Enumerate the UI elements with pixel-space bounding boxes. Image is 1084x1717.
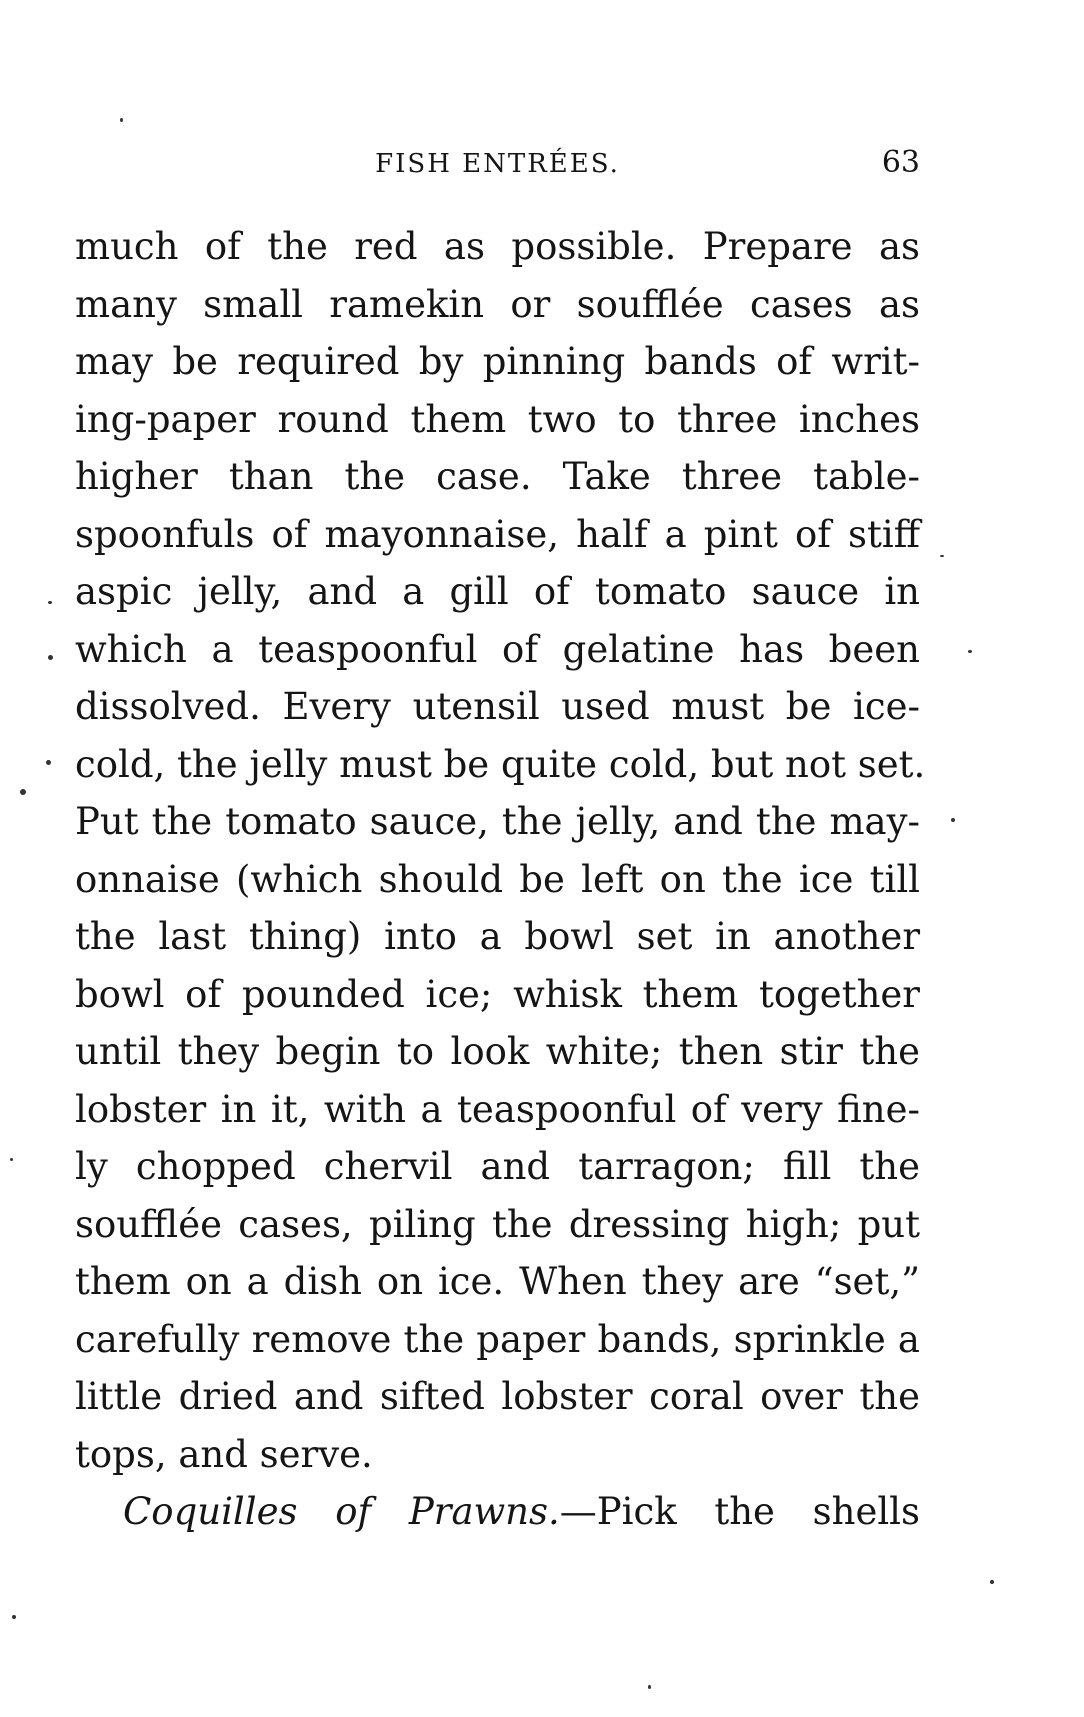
scan-speck	[48, 655, 53, 660]
text-line: ing-paper round them two to three inches	[75, 397, 920, 441]
running-head	[75, 145, 920, 185]
text-line: cold, the jelly must be quite cold, but not set.	[75, 742, 926, 786]
scan-speck	[48, 601, 52, 604]
scan-speck	[951, 818, 955, 822]
body-text	[75, 218, 926, 1541]
scan-speck	[46, 760, 51, 765]
text-line: carefully remove the paper bands, sprinkle a	[75, 1317, 920, 1361]
text-line: lobster in it, with a teaspoonful of very fine-	[75, 1087, 920, 1131]
text-line: tops, and serve.	[75, 1432, 373, 1476]
section-text: Pick the shells	[596, 1490, 921, 1533]
running-title: FISH ENTRÉES.	[375, 149, 620, 179]
text-line: aspic jelly, and a gill of tomato sauce in	[75, 570, 920, 613]
text-line: the last thing) into a bowl set in another	[75, 915, 920, 958]
scan-speck	[940, 555, 944, 557]
text-line: Put the tomato sauce, the jelly, and the may-	[75, 800, 920, 843]
text-line: them on a dish on ice. When they are “set,”	[75, 1260, 920, 1303]
text-line: onnaise (which should be left on the ice till	[75, 857, 920, 901]
text-line: higher than the case. Take three table-	[75, 455, 920, 498]
text-line: many small ramekin or soufflée cases as	[75, 282, 920, 326]
section-heading: Coquilles of Prawns.	[123, 1490, 560, 1533]
scan-speck	[968, 650, 972, 653]
text-line: dissolved. Every utensil used must be ice-	[75, 685, 920, 728]
text-line: spoonfuls of mayonnaise, half a pint of stiff	[75, 512, 920, 556]
text-line: ly chopped chervil and tarragon; fill the	[75, 1145, 920, 1188]
text-line: until they begin to look white; then stir the	[75, 1030, 920, 1073]
text-line: bowl of pounded ice; whisk them together	[75, 972, 920, 1016]
section-dash: —	[559, 1490, 597, 1533]
section-opening-line	[75, 1483, 920, 1541]
scan-speck	[990, 1580, 994, 1584]
text-line: which a teaspoonful of gelatine has been	[75, 627, 920, 671]
scan-speck	[10, 1158, 13, 1161]
scan-speck	[648, 1685, 651, 1689]
scan-speck	[20, 789, 26, 795]
text-line: soufflée cases, piling the dressing high; put	[75, 1202, 920, 1246]
text-line: may be required by pinning bands of writ-	[75, 340, 920, 383]
text-line: much of the red as possible. Prepare as	[75, 225, 920, 268]
page-number: 63	[881, 145, 920, 180]
scan-speck	[120, 118, 123, 122]
text-line: little dried and sifted lobster coral over the	[75, 1375, 920, 1418]
scan-speck	[12, 1615, 16, 1619]
